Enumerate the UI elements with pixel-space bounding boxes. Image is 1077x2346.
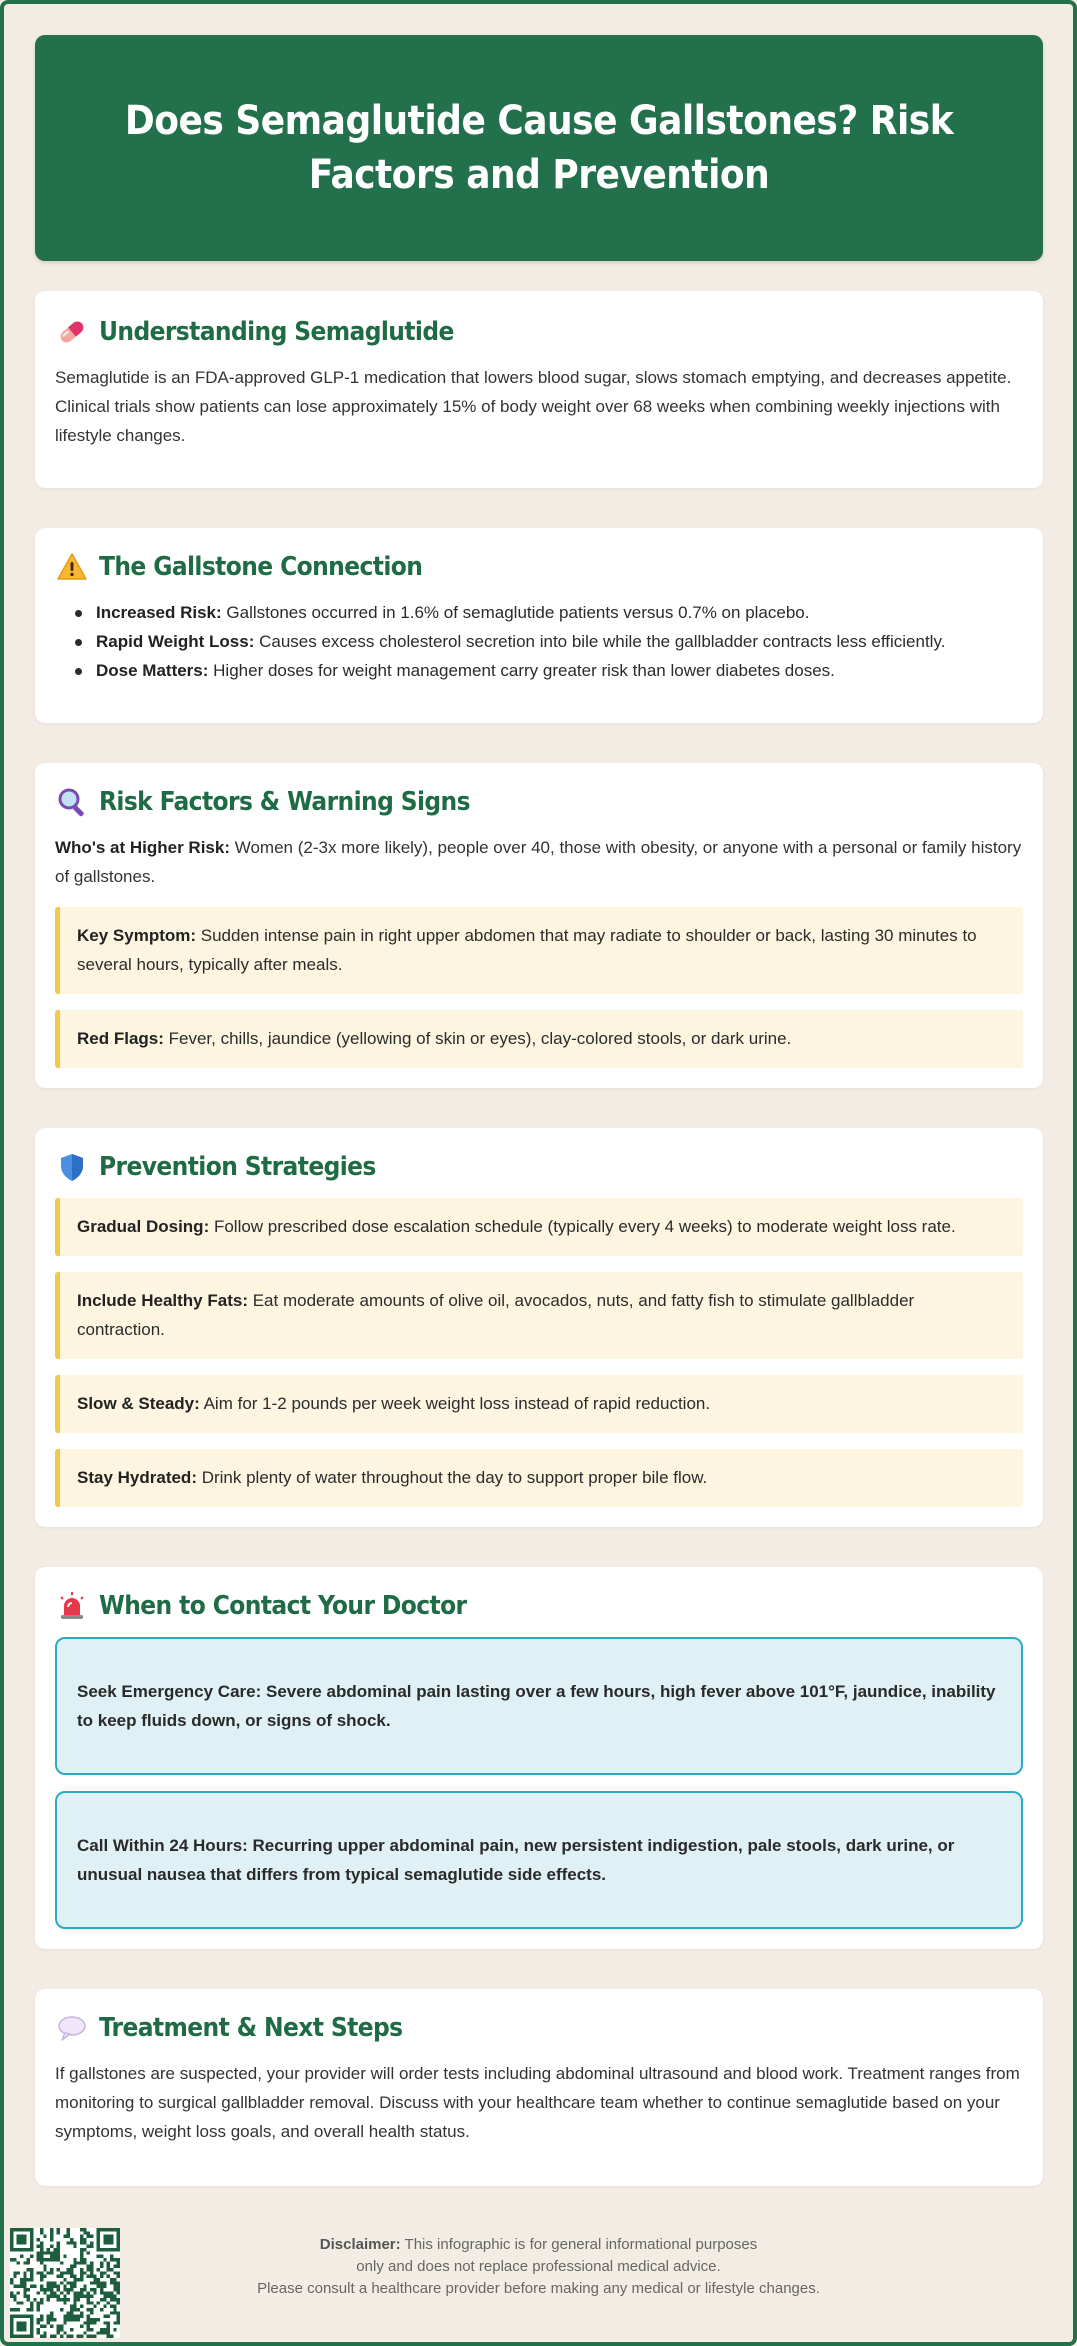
- call-within-24h-alert: Call Within 24 Hours: Recurring upper abdominal pain, new persistent indigestion, pale stools, dark urine, or unusual nausea that differs from typical semaglutide side effects.: [55, 1791, 1023, 1929]
- emergency-care-alert: Seek Emergency Care: Severe abdominal pain lasting over a few hours, high fever above 101°F, jaundice, inability to keep fluids down, or signs of shock.: [55, 1637, 1023, 1775]
- note-label: Red Flags:: [77, 1029, 164, 1048]
- prevention-note: [55, 1375, 1023, 1433]
- section-heading: [55, 1589, 1023, 1623]
- item-text: Gallstones occurred in 1.6% of semaglutide patients versus 0.7% on placebo.: [221, 603, 810, 622]
- note-label: Stay Hydrated:: [77, 1468, 197, 1487]
- note-label: Include Healthy Fats:: [77, 1291, 248, 1310]
- item-text: Higher doses for weight management carry greater risk than lower diabetes doses.: [208, 661, 835, 680]
- footer: [0, 2220, 1077, 2340]
- siren-icon: [55, 1589, 89, 1623]
- disclaimer: [180, 2234, 897, 2300]
- note-text: Follow prescribed dose escalation schedule (typically every 4 weeks) to moderate weight loss rate.: [209, 1217, 956, 1236]
- risk-intro: [55, 833, 1023, 891]
- section-heading: [55, 2011, 1023, 2045]
- disclaimer-label: Disclaimer:: [319, 2236, 401, 2253]
- qr-code-icon[interactable]: [10, 2228, 120, 2338]
- section-title: Risk Factors & Warning Signs: [99, 787, 470, 817]
- disclaimer-line: Please consult a healthcare provider before making any medical or lifestyle changes.: [257, 2280, 820, 2297]
- infographic: [35, 35, 1043, 2186]
- prevention-card: [35, 1128, 1043, 1527]
- disclaimer-line: This infographic is for general informational purposes: [400, 2236, 758, 2253]
- disclaimer-line: only and does not replace professional medical advice.: [356, 2258, 721, 2275]
- understanding-card: [35, 291, 1043, 488]
- prevention-note: [55, 1272, 1023, 1359]
- list-item: [75, 656, 1023, 685]
- magnifier-icon: [55, 785, 89, 819]
- speech-bubble-icon: [55, 2011, 89, 2045]
- note-text: Aim for 1-2 pounds per week weight loss instead of rapid reduction.: [199, 1394, 711, 1413]
- section-title: Treatment & Next Steps: [99, 2013, 403, 2043]
- intro-label: Who's at Higher Risk:: [55, 838, 231, 857]
- section-title: The Gallstone Connection: [99, 552, 423, 582]
- prevention-note: [55, 1449, 1023, 1507]
- red-flags-note: [55, 1010, 1023, 1068]
- section-heading: [55, 315, 1023, 349]
- gallstone-connection-card: [35, 528, 1043, 723]
- note-label: Gradual Dosing:: [77, 1217, 210, 1236]
- section-heading: [55, 785, 1023, 819]
- prevention-note: [55, 1198, 1023, 1256]
- note-text: Drink plenty of water throughout the day to support proper bile flow.: [196, 1468, 708, 1487]
- bullet-list: [55, 598, 1023, 685]
- warning-icon: [55, 550, 89, 584]
- note-text: Fever, chills, jaundice (yellowing of skin or eyes), clay-colored stools, or dark urine.: [163, 1029, 792, 1048]
- section-heading: [55, 1150, 1023, 1184]
- note-text: Sudden intense pain in right upper abdomen that may radiate to shoulder or back, lasting 30 minutes to several hours, typically after meals.: [77, 926, 977, 974]
- contact-doctor-card: [35, 1567, 1043, 1949]
- section-text: Semaglutide is an FDA-approved GLP-1 medication that lowers blood sugar, slows stomach emptying, and decreases appetite. Clinical trials show patients can lose approximately 15% of body weight over 68 weeks when combining weekly injections with lifestyle changes.: [55, 368, 1012, 445]
- note-label: Key Symptom:: [77, 926, 197, 945]
- note-label: Slow & Steady:: [77, 1394, 200, 1413]
- item-label: Dose Matters:: [96, 661, 209, 680]
- item-label: Rapid Weight Loss:: [96, 632, 255, 651]
- key-symptom-note: [55, 907, 1023, 994]
- risk-factors-card: [35, 763, 1043, 1088]
- shield-icon: [55, 1150, 89, 1184]
- section-heading: [55, 550, 1023, 584]
- note-text: Eat moderate amounts of olive oil, avocados, nuts, and fatty fish to stimulate gallbladder contraction.: [77, 1291, 915, 1339]
- pill-icon: [55, 315, 89, 349]
- page-title: Does Semaglutide Cause Gallstones? Risk Factors and Prevention: [124, 98, 954, 198]
- section-title: Prevention Strategies: [99, 1152, 376, 1182]
- section-title: Understanding Semaglutide: [99, 317, 454, 347]
- item-text: Causes excess cholesterol secretion into bile while the gallbladder contracts less efficiently.: [254, 632, 946, 651]
- header-banner: [35, 35, 1043, 261]
- treatment-card: [35, 1989, 1043, 2186]
- section-title: When to Contact Your Doctor: [99, 1591, 467, 1621]
- list-item: [75, 627, 1023, 656]
- list-item: [75, 598, 1023, 627]
- item-label: Increased Risk:: [96, 603, 222, 622]
- section-text: If gallstones are suspected, your provider will order tests including abdominal ultrasound and blood work. Treatment ranges from monitoring to surgical gallbladder removal. Discuss with your healthcare team whether to continue semaglutide based on your symptoms, weight loss goals, and overall health status.: [55, 2064, 1020, 2141]
- intro-text: Women (2-3x more likely), people over 40, those with obesity, or anyone with a personal or family history of gallstones.: [55, 838, 1022, 886]
